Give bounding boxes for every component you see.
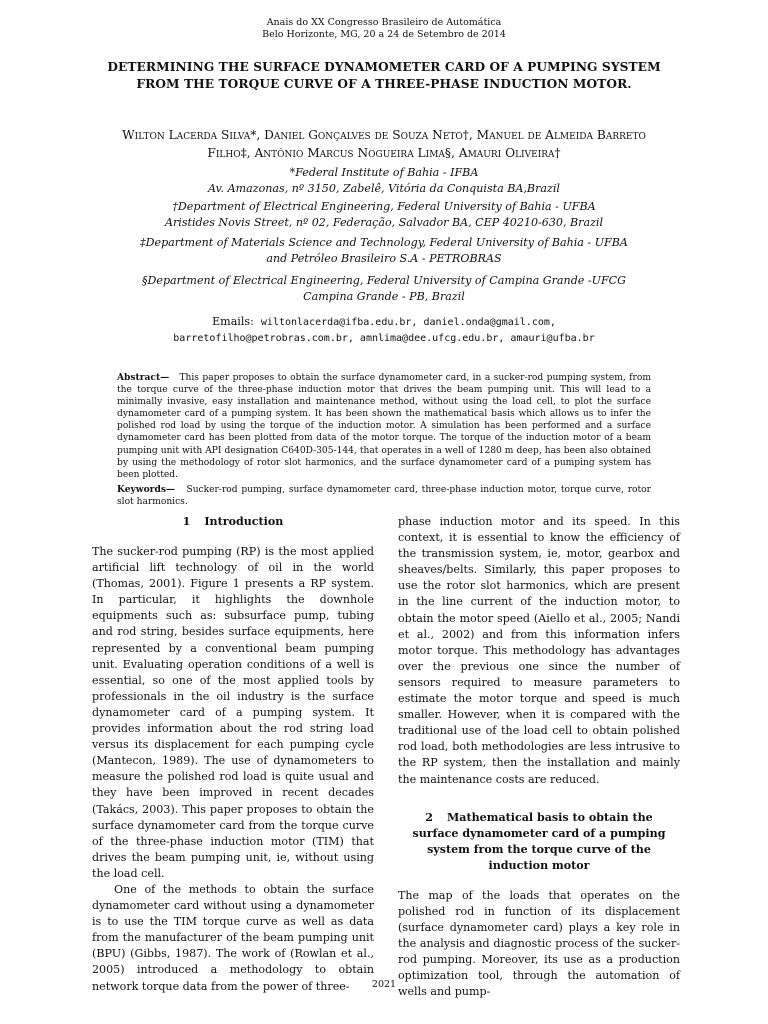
section-title: Mathematical basis to obtain the surface dynamometer card of a pumping system from the torque curve of the induction motor xyxy=(412,810,666,872)
affiliation-name: †Department of Electrical Engineering, Federal University of Bahia - UFBA xyxy=(172,200,596,213)
section-title: Introduction xyxy=(204,515,284,528)
affiliation-address: Campina Grande - PB, Brazil xyxy=(303,290,465,303)
abstract xyxy=(117,372,651,481)
paper-title: DETERMINING THE SURFACE DYNAMOMETER CARD OF A PUMPING SYSTEM FROM THE TORQUE CURVE OF A THREE-PHASE INDUCTION MOTOR. xyxy=(107,60,661,91)
affiliation-address: Aristides Novis Street, nº 02, Federação, Salvador BA, CEP 40210-630, Brazil xyxy=(164,216,604,229)
intro-paragraph-1: The sucker-rod pumping (RP) is the most applied artificial lift technology of oil in the world (Thomas, 2001). Figure 1 presents a RP system. In particular, it highlights the downhole equipments such as: subsurface pump, tubing and rod string, besides surface equipments, here represented by a conventional beam pumping unit. Evaluating operation conditions of a well is essential, so one of the most applied tools by professionals in the oil industry is the surface dynamometer card of a pumping system. It provides information about the rod string load versus its displacement for each pumping cycle (Mantecon, 1989). The use of dynamometers to measure the polished rod load is quite usual and they have been improved in recent decades (Takács, 2003). This paper proposes to obtain the surface dynamometer card from the torque curve of the three-phase induction motor (TIM) that drives the beam pumping unit, ie, without using the load cell. xyxy=(92,545,374,880)
intro-paragraph-2: One of the methods to obtain the surface dynamometer card without using a dynamometer is to use the TIM torque curve as well as data from the manufacturer of the beam pumping unit (BPU) (Gibbs, 1987). The work of (Rowlan et al., 2005) introduced a methodology to obtain network torque data from the power of three- xyxy=(92,882,374,993)
keywords xyxy=(117,484,651,508)
affiliation-ufba-electrical xyxy=(90,199,678,231)
affiliation-address: and Petróleo Brasileiro S.A - PETROBRAS xyxy=(266,252,502,265)
affiliation-name: ‡Department of Materials Science and Technology, Federal University of Bahia - UFBA xyxy=(140,236,628,249)
conference-location: Belo Horizonte, MG, 20 a 24 de Setembro de 2014 xyxy=(262,29,506,40)
affiliation-ifba xyxy=(90,165,678,197)
email-list xyxy=(60,314,708,347)
section-number: 1 xyxy=(182,515,191,528)
author-line-2: Filho‡, Antônio Marcus Nogueira Lima§, Amauri Oliveira† xyxy=(207,146,561,160)
conference-name: Anais do XX Congresso Brasileiro de Automática xyxy=(266,17,502,28)
email-line-2: barretofilho@petrobras.com.br, amnlima@dee.ufcg.edu.br, amauri@ufba.br xyxy=(173,333,595,344)
affiliation-name: *Federal Institute of Bahia - IFBA xyxy=(289,166,479,179)
page-number: 2021 xyxy=(371,979,397,990)
emails-label: Emails: xyxy=(212,315,254,328)
intro-paragraph-3: phase induction motor and its speed. In this context, it is essential to know the efficiency of the transmission system, ie, motor, gearbox and sheaves/belts. Similarly, this paper proposes to use the rotor slot harmonics, which are present in the line current of the induction motor, to obtain the motor speed (Aiello et al., 2005; Nandi et al., 2002) and from this information infers motor torque. This methodology has advantages over the previous one since the number of sensors required to measure parameters to estimate the motor torque and speed is much smaller. However, when it is compared with the traditional use of the load cell to obtain polished rod load, both methodologies are less intrusive to the RP system, then the installation and mainly the maintenance costs are reduced. xyxy=(398,515,680,786)
abstract-label: Abstract— xyxy=(117,372,170,383)
affiliation-ufcg xyxy=(90,273,678,305)
section-heading-introduction xyxy=(92,514,374,530)
section2-paragraph-1: The map of the loads that operates on the polished rod in function of its displacement (surface dynamometer card) plays a key role in the analysis and diagnostic process of the sucker-rod pumping. Moreover, its use as a production optimization tool, through the automation of wells and pump- xyxy=(398,888,680,999)
section-number: 2 xyxy=(425,810,433,824)
affiliation-address: Av. Amazonas, nº 3150, Zabelê, Vitória da Conquista BA,Brazil xyxy=(208,182,560,195)
conference-header xyxy=(0,17,768,41)
keywords-label: Keywords— xyxy=(117,484,176,495)
abstract-text: This paper proposes to obtain the surface dynamometer card, in a sucker-rod pumping system, from the torque curve of the three-phase induction motor that drives the beam pumping unit. This will lead to a minimally invasive, easy installation and maintenance method, without using the load cell, to plot the surface dynamometer card of a pumping system. It has been shown the mathematical basis which allows us to infer the polished rod load by using the torque of the induction motor. A simulation has been performed and a surface dynamometer card has been plotted from data of the motor torque. The torque of the induction motor of a beam pumping unit with API designation C640D-305-144, that operates in a well of 1280 m deep, has been also obtained by using the methodology of rotor slot harmonics, and the surface dynamometer card of a pumping system has been plotted. xyxy=(117,373,651,480)
author-line-1: Wilton Lacerda Silva*, Daniel Gonçalves de Souza Neto†, Manuel de Almeida Barreto xyxy=(122,128,646,142)
section-heading-mathematical-basis xyxy=(398,810,680,874)
author-list xyxy=(80,126,688,162)
affiliation-ufba-materials xyxy=(90,235,678,267)
right-column xyxy=(398,514,680,1000)
email-line-1: wiltonlacerda@ifba.edu.br, daniel.onda@gmail.com, xyxy=(260,317,556,328)
affiliation-name: §Department of Electrical Engineering, Federal University of Campina Grande -UFCG xyxy=(141,274,627,287)
left-column xyxy=(92,514,374,995)
keywords-text: Sucker-rod pumping, surface dynamometer card, three-phase induction motor, torque curve, rotor slot harmonics. xyxy=(117,485,651,508)
